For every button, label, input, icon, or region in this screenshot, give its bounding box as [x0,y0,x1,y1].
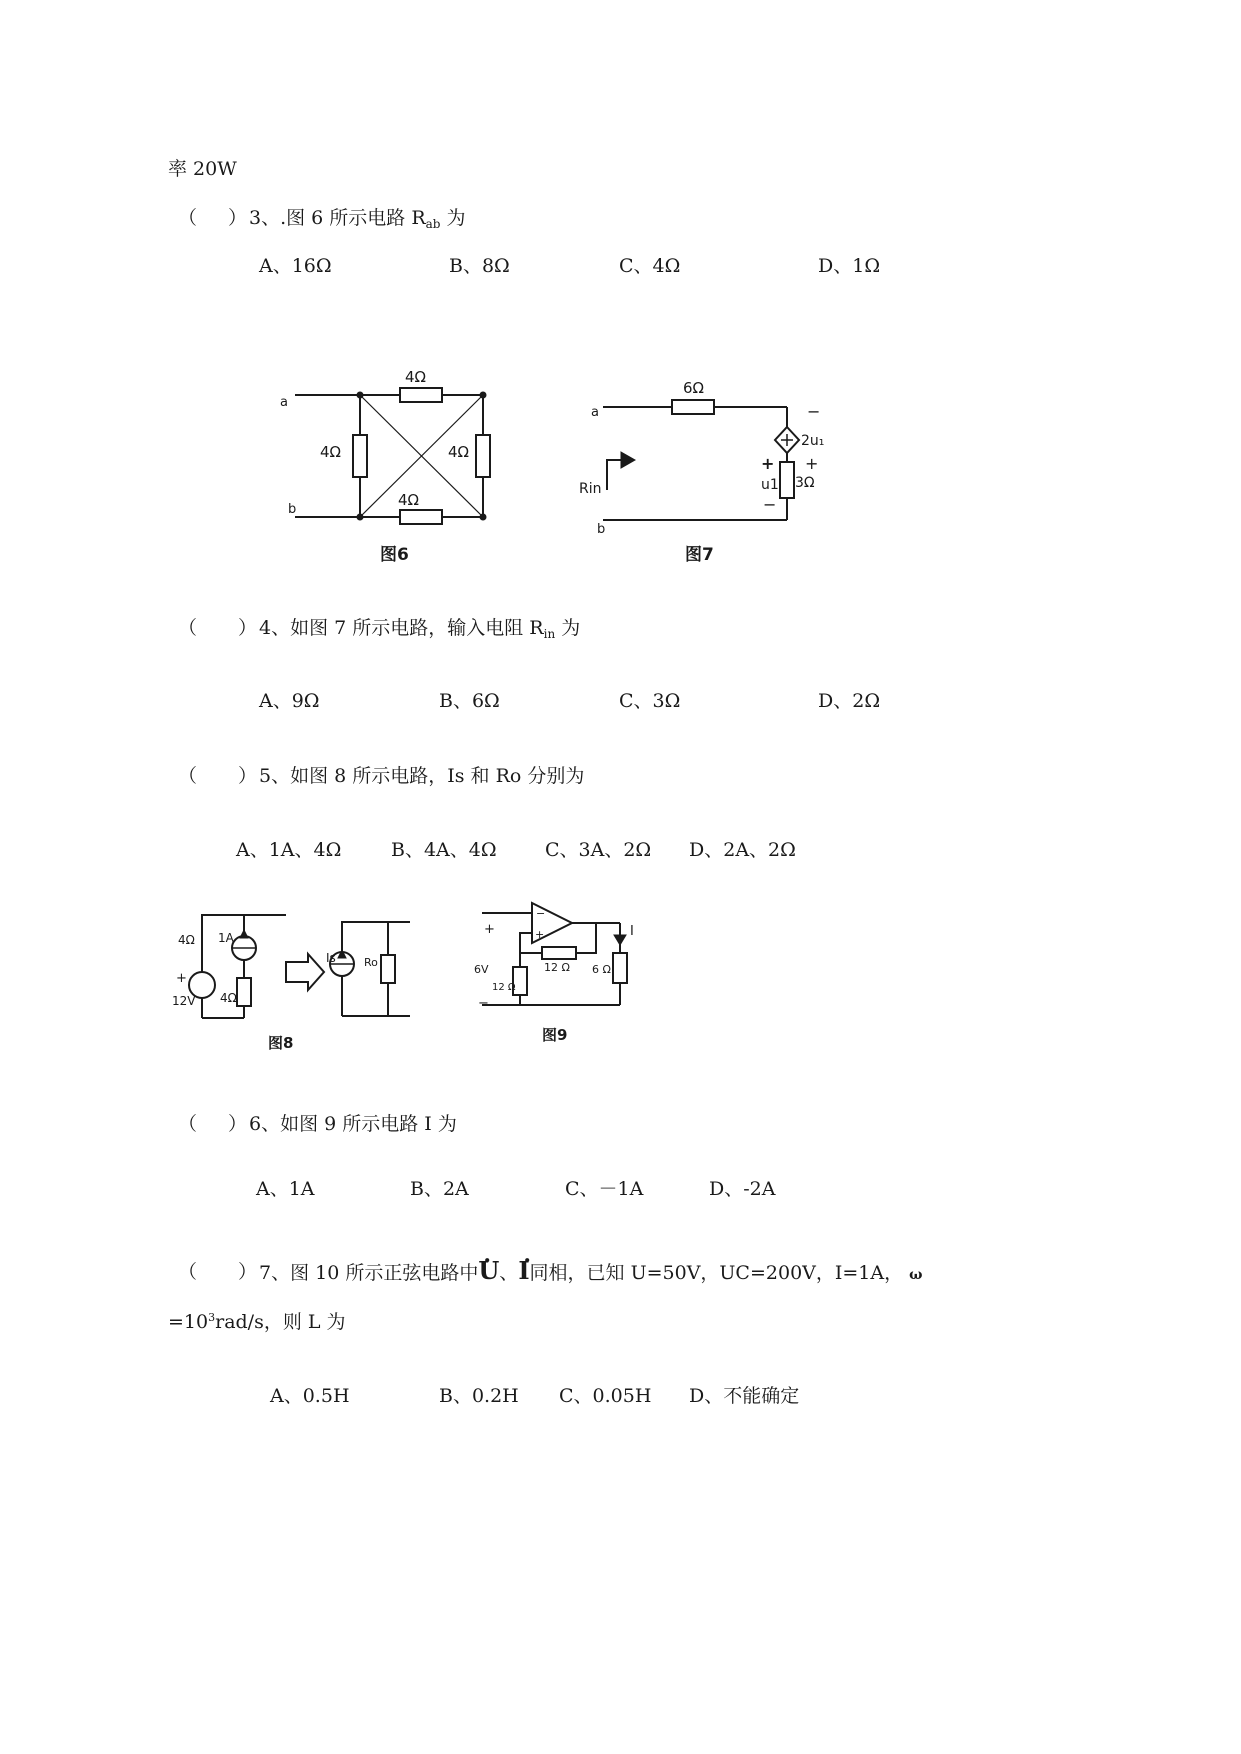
option-a: A、9Ω [259,690,320,712]
minus-top: − [807,402,821,421]
r-feedback-label: 12 Ω [544,961,570,974]
resistor [381,955,395,983]
option-b: B、2A [410,1178,469,1200]
r-load-label: 6 Ω [592,963,611,976]
source-label: 2u₁ [801,433,825,449]
resistor [237,978,251,1006]
answer-paren-close: ） [228,1113,248,1135]
plus-label: + [484,922,495,937]
current-label: I [630,924,634,939]
option-c: C、0.05H [559,1385,652,1407]
minus-bottom: − [763,495,777,514]
option-a: A、1A [256,1178,315,1200]
question-text: 5、如图 8 所示电路，Is 和 Ro 分别为 [259,765,585,787]
answer-paren-close: ） [238,617,258,639]
r-left-label: 4Ω [320,443,342,461]
plus-left: + [761,454,775,473]
question-text: 6、如图 9 所示电路 I 为 [249,1113,457,1135]
figure-7-circuit [575,365,835,570]
r-ground-label: 12 Ω [492,982,516,993]
figure-6-circuit [270,360,530,570]
option-d: D、不能确定 [689,1385,800,1407]
option-b: B、6Ω [439,690,500,712]
resistor-right [476,435,490,477]
r-right-label: 3Ω [795,475,815,491]
answer-paren-open: （ [178,1113,198,1135]
resistor-top [400,388,442,402]
option-d: D、-2A [709,1178,776,1200]
node-a-label: a [280,395,288,410]
resistor-bottom [400,510,442,524]
question-text-line-2: $=10^3rad/s$，则 L 为 [168,1311,346,1333]
option-d: D、2A、2Ω [689,839,796,861]
figure-caption: 图7 [685,545,714,565]
resistor-left [353,435,367,477]
node-dot [357,392,363,398]
option-c: C、－1A [565,1178,644,1200]
answer-paren-open: （ [178,207,198,229]
option-c: C、3Ω [619,690,681,712]
option-a: A、1A、4Ω [236,839,342,861]
omega-symbol: ω [909,1267,923,1283]
r-right-label: 4Ω [448,443,470,461]
resistor-right [780,462,794,498]
node-dot [357,514,363,520]
ro-label: Ro [364,956,378,969]
node-b-label: b [597,522,606,537]
is-label: Is [326,951,336,965]
op-minus-label: − [536,907,546,920]
node-dot [480,514,486,520]
resistor-feedback [542,947,576,959]
op-plus-label: + [535,928,545,941]
r2-label: 4Ω [220,991,237,1005]
r1-label: 4Ω [178,933,195,947]
option-b: B、0.2H [439,1385,519,1407]
option-b: B、8Ω [449,255,510,277]
arrow-icon [621,452,635,468]
phasor-i-symbol: . I [518,1257,529,1285]
option-a: A、0.5H [270,1385,350,1407]
node-dot [480,392,486,398]
answer-paren-close: ） [238,1261,258,1283]
answer-paren-open: （ [178,1261,198,1283]
v-label: 6V [474,963,489,976]
header-fragment: 率 20W [168,158,237,180]
answer-paren-open: （ [178,765,198,787]
figure-8-circuit [168,900,418,1055]
figure-caption: 图9 [542,1026,568,1044]
arrow-icon [286,954,324,990]
resistor-load [613,953,627,983]
u1-label: u1 [761,477,779,493]
figure-caption: 图8 [268,1034,294,1052]
figure-9-circuit [470,895,670,1050]
node-b-label: b [288,502,297,517]
phasor-u-symbol: . U [478,1257,499,1285]
answer-paren-open: （ [178,617,198,639]
option-b: B、4A、4Ω [391,839,497,861]
current-arrow-icon [614,935,626,945]
option-c: C、3A、2Ω [545,839,652,861]
question-text: 7、图 10 所示正弦电路中. U、. I同相，已知 U=50V，UC=200V，I=1A， ω [259,1257,922,1289]
question-number: 3、.图 6 所示电路 $R_{ab}$ 为 [249,207,466,231]
option-d: D、1Ω [818,255,881,277]
resistor-top [672,400,714,414]
figure-caption: 图6 [380,545,409,565]
answer-paren-close: ） [238,765,258,787]
option-c: C、4Ω [619,255,681,277]
minus-label: − [478,996,489,1011]
node-a-label: a [591,405,599,420]
r-top-label: 4Ω [405,368,427,386]
plus-right: + [805,454,819,473]
question-text: 4、如图 7 所示电路，输入电阻 $R_{in}$ 为 [259,617,581,641]
plus-label: + [176,971,187,986]
r-top-label: 6Ω [683,379,705,397]
option-a: A、16Ω [259,255,332,277]
rin-label: Rin [579,481,602,497]
answer-paren-close: ） [228,207,248,229]
r-bottom-label: 4Ω [398,491,420,509]
option-d: D、2Ω [818,690,881,712]
source-label: 1A [218,931,234,945]
vsrc-label: 12V [172,994,196,1008]
